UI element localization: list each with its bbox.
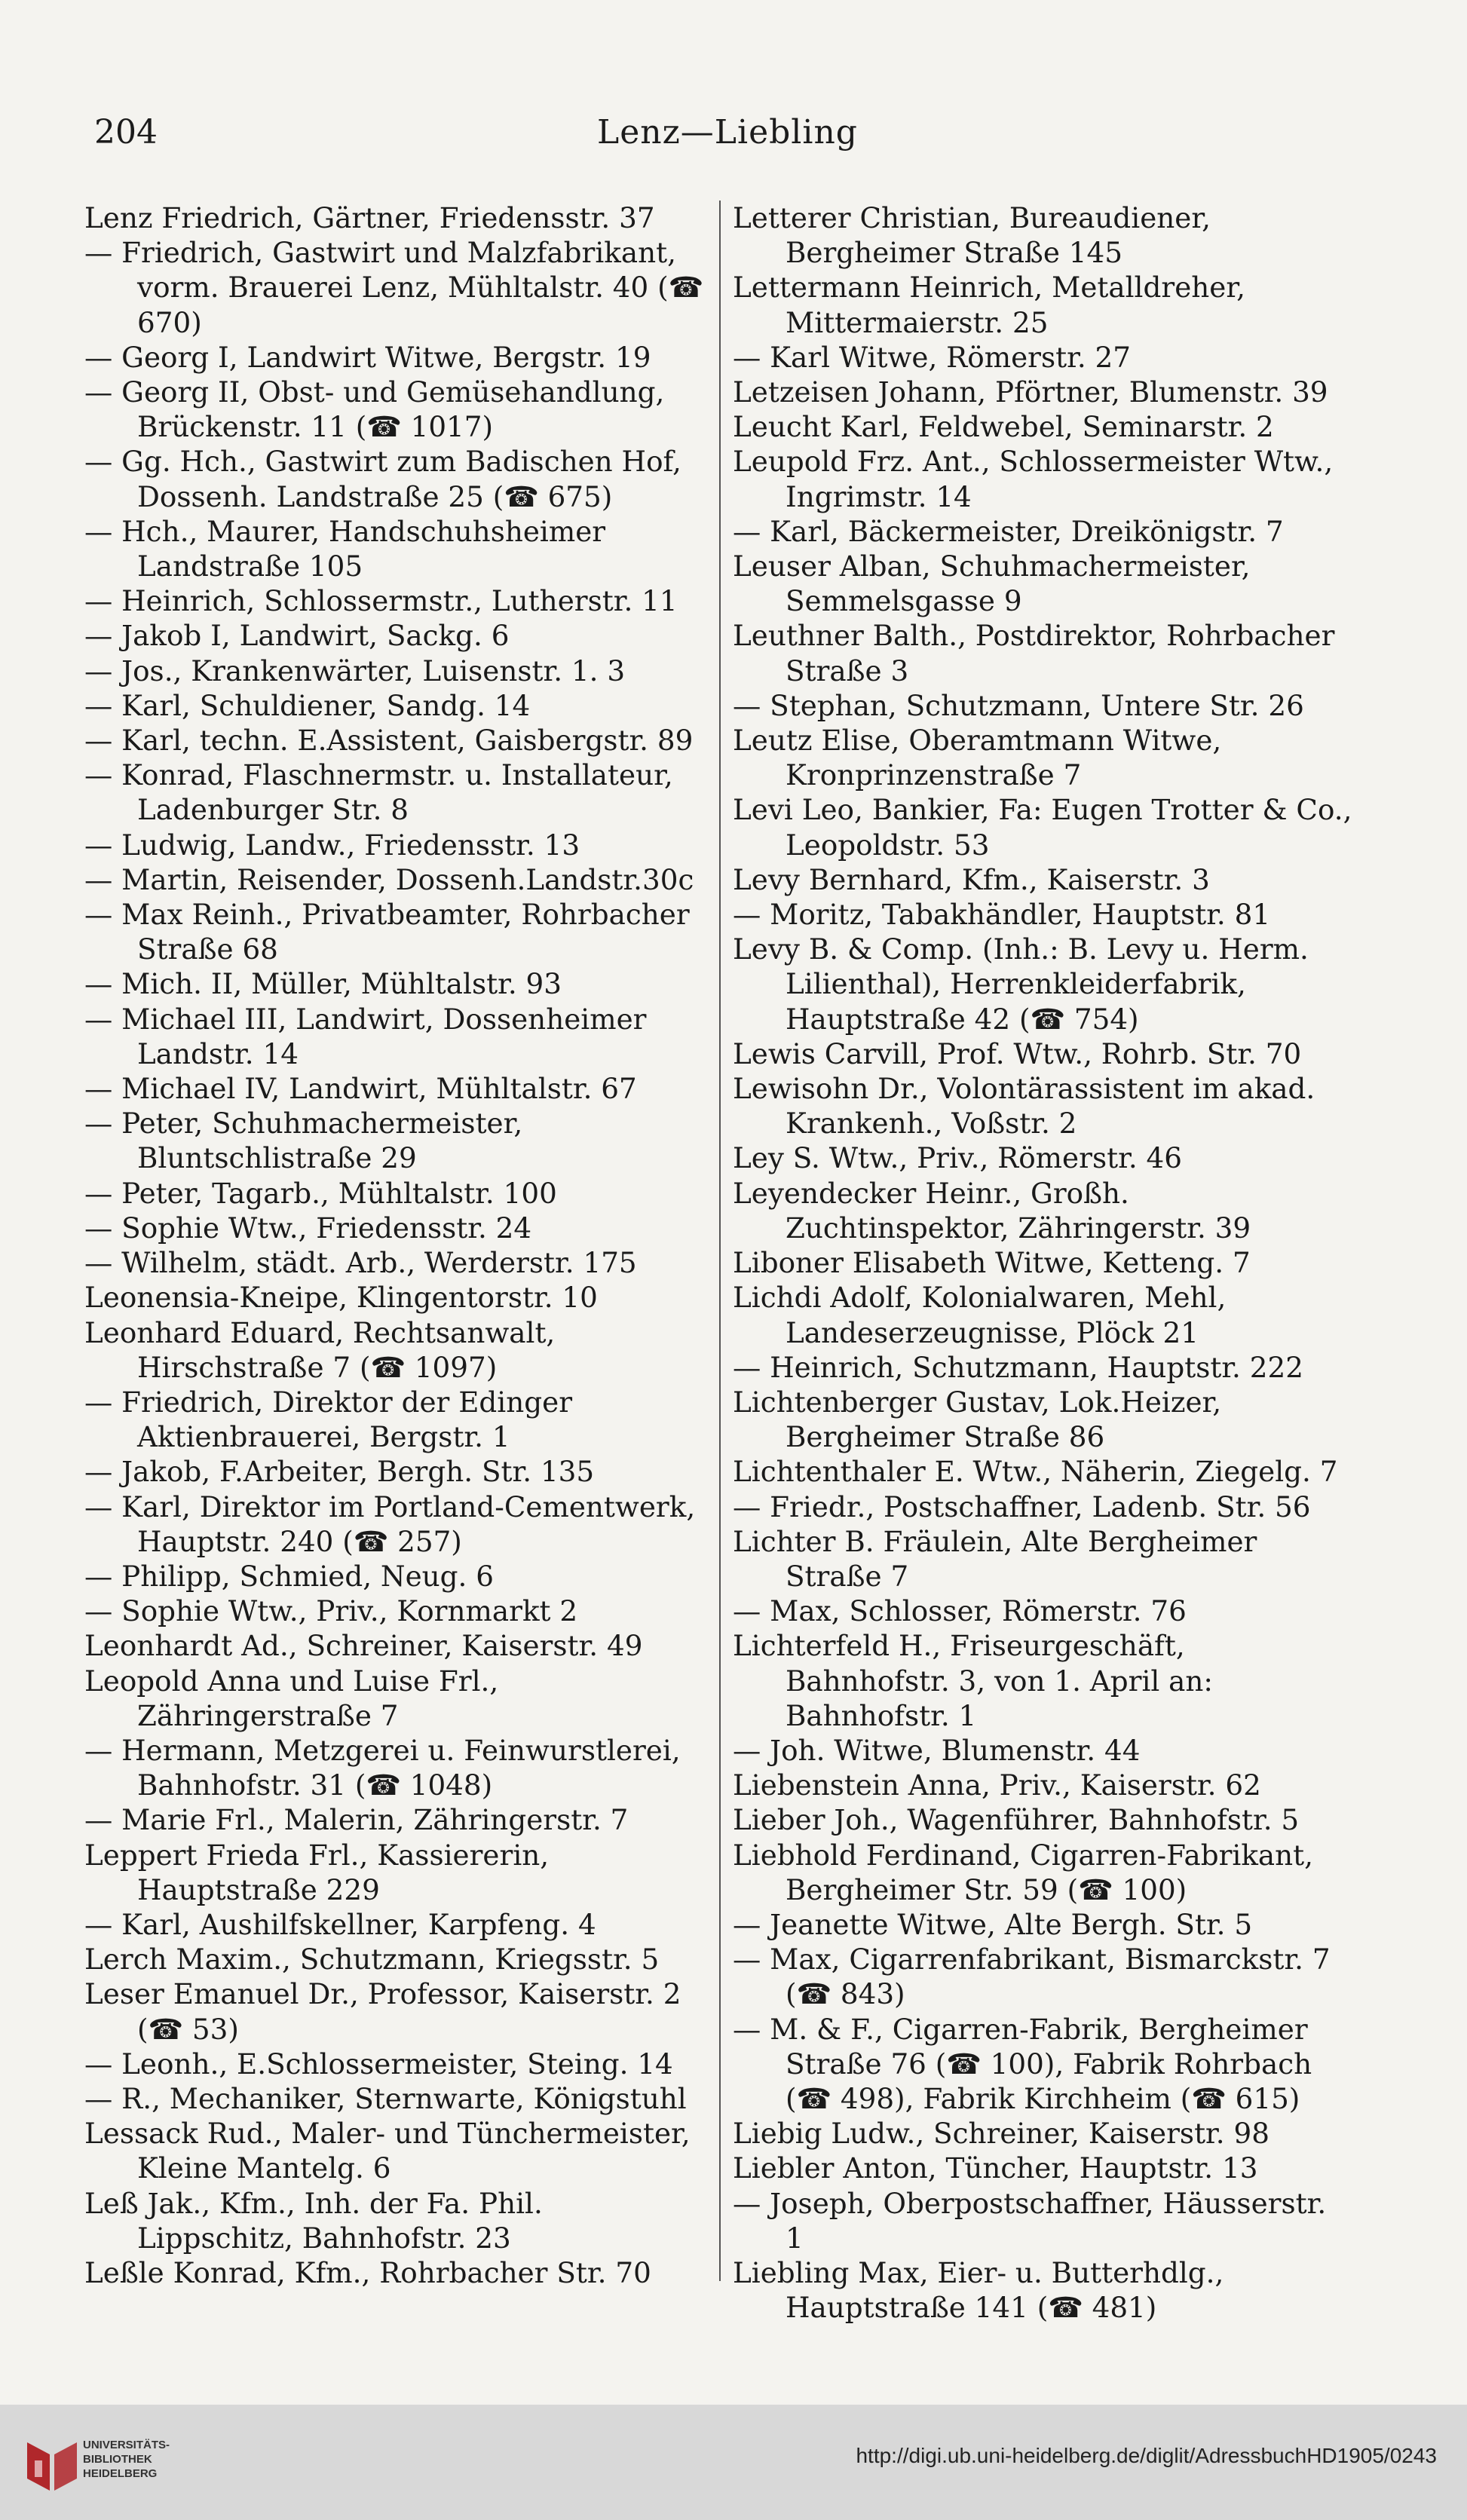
directory-entry: — Leonh., E.Schlossermeister, Steing. 14 [84,2047,673,2081]
directory-entry: — Mich. II, Müller, Mühltalstr. 93 [84,967,562,1001]
directory-entry: — Jakob, F.Arbeiter, Bergh. Str. 135 [84,1455,595,1489]
directory-entry: Liebenstein Anna, Priv., Kaiserstr. 62 [733,1768,1261,1802]
directory-entry: — Jos., Krankenwärter, Luisenstr. 1. 3 [84,654,626,687]
footer-bar [0,2405,1467,2520]
directory-entry: Leopold Anna und Luise Frl., Zähringerstraße 7 [84,1664,499,1732]
directory-entry: Leonhard Eduard, Rechtsanwalt, Hirschstraße 7 (☎ 1097) [84,1315,556,1384]
directory-entry: — Ludwig, Landw., Friedensstr. 13 [84,828,580,862]
directory-entry: — Joh. Witwe, Blumenstr. 44 [733,1733,1141,1767]
directory-entry: — Konrad, Flaschnermstr. u. Installateur, Ladenburger Str. 8 [84,758,673,827]
directory-columns [84,201,1366,2325]
directory-entry: — M. & F., Cigarren-Fabrik, Bergheimer Straße 76 (☎ 100), Fabrik Rohrbach (☎ 498), Fabrik Kirchheim (☎ 615) [733,2012,1312,2115]
directory-entry: — Peter, Tagarb., Mühltalstr. 100 [84,1176,557,1210]
directory-entry: Liebig Ludw., Schreiner, Kaiserstr. 98 [733,2117,1269,2151]
library-name: UNIVERSITÄTS- BIBLIOTHEK HEIDELBERG [83,2439,170,2480]
directory-entry: Liboner Elisabeth Witwe, Ketteng. 7 [733,1246,1251,1280]
directory-entry: Leupold Frz. Ant., Schlossermeister Wtw., Ingrimstr. 14 [733,445,1334,513]
left-column [84,201,704,2289]
directory-entry: — Martin, Reisender, Dossenh.Landstr.30c [84,862,694,896]
directory-entry: Lettermann Heinrich, Metalldreher, Mittermaierstr. 25 [733,271,1245,339]
directory-entry: Liebhold Ferdinand, Cigarren-Fabrikant, Bergheimer Str. 59 (☎ 100) [733,1838,1314,1906]
directory-entry: Leuser Alban, Schuhmachermeister, Semmelsgasse 9 [733,550,1251,618]
directory-entry: Leonensia-Kneipe, Klingentorstr. 10 [84,1281,598,1315]
source-url-link[interactable]: http://digi.ub.uni-heidelberg.de/diglit/AdressbuchHD1905/0243 [856,2444,1437,2467]
directory-entry: — Karl, Direktor im Portland-Cementwerk, Hauptstr. 240 (☎ 257) [84,1490,696,1558]
directory-entry: Lessack Rud., Maler- und Tünchermeister, Kleine Mantelg. 6 [84,2117,691,2185]
page-header [94,113,1361,166]
directory-entry: Lieber Joh., Wagenführer, Bahnhofstr. 5 [733,1803,1300,1837]
directory-entry: Lewisohn Dr., Volontärassistent im akad. Krankenh., Voßstr. 2 [733,1072,1315,1141]
directory-entry: — Michael IV, Landwirt, Mühltalstr. 67 [84,1072,637,1106]
directory-entry: Leppert Frieda Frl., Kassiererin, Hauptstraße 229 [84,1838,550,1906]
directory-entry: Lichdi Adolf, Kolonialwaren, Mehl, Landeserzeugnisse, Plöck 21 [733,1281,1227,1349]
directory-entry: — R., Mechaniker, Sternwarte, Königstuhl [84,2081,687,2115]
directory-entry: — Karl, Aushilfskellner, Karpfeng. 4 [84,1907,596,1941]
directory-entry: Leonhardt Ad., Schreiner, Kaiserstr. 49 [84,1629,643,1663]
directory-entry: — Max Reinh., Privatbeamter, Rohrbacher Straße 68 [84,898,690,966]
directory-entry: Leutz Elise, Oberamtmann Witwe, Kronprinzenstraße 7 [733,724,1222,792]
directory-entry: Lewis Carvill, Prof. Wtw., Rohrb. Str. 70 [733,1036,1302,1070]
directory-entry: — Jeanette Witwe, Alte Bergh. Str. 5 [733,1907,1253,1941]
directory-entry: Letterer Christian, Bureaudiener, Bergheimer Straße 145 [733,201,1211,270]
directory-entry: Leucht Karl, Feldwebel, Seminarstr. 2 [733,410,1274,444]
directory-entry: Lichtenthaler E. Wtw., Näherin, Ziegelg. 7 [733,1455,1338,1489]
directory-entry: Leuthner Balth., Postdirektor, Rohrbacher Straße 3 [733,619,1335,687]
running-head: Lenz—Liebling [597,113,858,152]
university-seal-icon [17,2427,89,2500]
directory-entry: Levy Bernhard, Kfm., Kaiserstr. 3 [733,862,1210,896]
directory-entry: Levi Leo, Bankier, Fa: Eugen Trotter & Co., Leopoldstr. 53 [733,793,1352,862]
directory-entry: — Hermann, Metzgerei u. Feinwurstlerei, Bahnhofstr. 31 (☎ 1048) [84,1733,681,1802]
directory-entry: — Stephan, Schutzmann, Untere Str. 26 [733,688,1304,722]
directory-entry: — Friedr., Postschaffner, Ladenb. Str. 56 [733,1490,1311,1523]
directory-entry: Lerch Maxim., Schutzmann, Kriegsstr. 5 [84,1943,660,1977]
directory-entry: Lichter B. Fräulein, Alte Bergheimer Straße 7 [733,1524,1257,1593]
directory-entry: — Gg. Hch., Gastwirt zum Badischen Hof, Dossenh. Landstraße 25 (☎ 675) [84,445,681,513]
directory-entry: — Philipp, Schmied, Neug. 6 [84,1559,494,1593]
directory-entry: — Marie Frl., Malerin, Zähringerstr. 7 [84,1803,629,1837]
directory-entry: — Joseph, Oberpostschaffner, Häusserstr. 1 [733,2186,1327,2255]
directory-entry: — Hch., Maurer, Handschuhsheimer Landstraße 105 [84,514,606,583]
directory-entry: Leser Emanuel Dr., Professor, Kaiserstr. 2 (☎ 53) [84,1977,681,2046]
directory-entry: — Karl Witwe, Römerstr. 27 [733,340,1132,374]
page-number: 204 [94,113,158,152]
directory-entry: — Max, Schlosser, Römerstr. 76 [733,1594,1187,1628]
directory-entry: — Karl, Schuldiener, Sandg. 14 [84,688,531,722]
directory-entry: Leyendecker Heinr., Großh. Zuchtinspektor, Zähringerstr. 39 [733,1176,1251,1245]
directory-entry: — Georg II, Obst- und Gemüsehandlung, Brückenstr. 11 (☎ 1017) [84,375,665,444]
directory-entry: — Wilhelm, städt. Arb., Werderstr. 175 [84,1246,637,1280]
directory-entry: Lenz Friedrich, Gärtner, Friedensstr. 37 [84,201,655,234]
directory-entry: Liebling Max, Eier- u. Butterhdlg., Hauptstraße 141 (☎ 481) [733,2255,1224,2325]
directory-entry: — Georg I, Landwirt Witwe, Bergstr. 19 [84,340,651,374]
directory-entry: Letzeisen Johann, Pförtner, Blumenstr. 39 [733,375,1328,409]
directory-entry: Liebler Anton, Tüncher, Hauptstr. 13 [733,2151,1258,2185]
directory-entry: Lichterfeld H., Friseurgeschäft, Bahnhofstr. 3, von 1. April an: Bahnhofstr. 1 [733,1629,1213,1732]
directory-entry: — Peter, Schuhmachermeister, Bluntschlistraße 29 [84,1107,523,1175]
directory-entry: Lichtenberger Gustav, Lok.Heizer, Bergheimer Straße 86 [733,1385,1222,1454]
directory-entry: Leßle Konrad, Kfm., Rohrbacher Str. 70 [84,2255,651,2289]
directory-entry: — Sophie Wtw., Friedensstr. 24 [84,1211,532,1245]
directory-entry: — Michael III, Landwirt, Dossenheimer Landstr. 14 [84,1002,647,1070]
column-divider [719,201,721,2281]
directory-entry: — Jakob I, Landwirt, Sackg. 6 [84,619,510,653]
directory-entry: — Karl, Bäckermeister, Dreikönigstr. 7 [733,514,1284,548]
directory-entry: — Heinrich, Schutzmann, Hauptstr. 222 [733,1350,1303,1384]
directory-entry: Ley S. Wtw., Priv., Römerstr. 46 [733,1141,1182,1175]
directory-entry: — Max, Cigarrenfabrikant, Bismarckstr. 7 (☎ 843) [733,1943,1331,2011]
directory-entry: — Moritz, Tabakhändler, Hauptstr. 81 [733,898,1271,932]
directory-entry: — Friedrich, Direktor der Edinger Aktienbrauerei, Bergstr. 1 [84,1385,573,1454]
directory-entry: — Friedrich, Gastwirt und Malzfabrikant, vorm. Brauerei Lenz, Mühltalstr. 40 (☎ 670) [84,236,704,339]
directory-entry: Leß Jak., Kfm., Inh. der Fa. Phil. Lippschitz, Bahnhofstr. 23 [84,2186,543,2255]
directory-entry: Levy B. & Comp. (Inh.: B. Levy u. Herm. Lilienthal), Herrenkleiderfabrik, Hauptstraße 42 (☎ 754) [733,932,1309,1036]
right-column [733,201,1352,2325]
directory-entry: — Sophie Wtw., Priv., Kornmarkt 2 [84,1594,578,1628]
directory-entry: — Heinrich, Schlossermstr., Lutherstr. 11 [84,584,678,618]
directory-entry: — Karl, techn. E.Assistent, Gaisbergstr. 89 [84,724,694,758]
